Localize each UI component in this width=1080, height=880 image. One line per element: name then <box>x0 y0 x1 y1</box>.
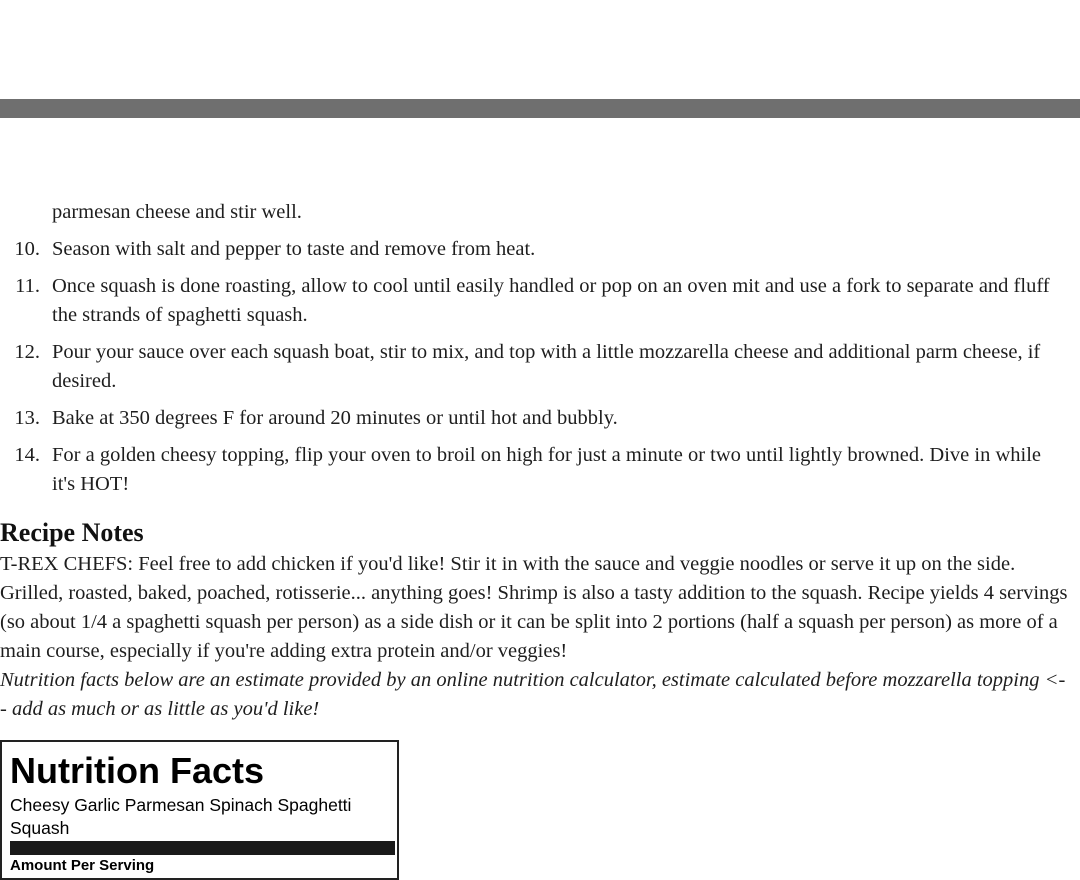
recipe-notes-paragraph: T-REX CHEFS: Feel free to add chicken if you'd like! Stir it in with the sauce and veggie noodles or serve it up on the side. Grilled, roasted, baked, poached, rotisserie... anything goes! Shrimp is also a tasty addition to the squash. Recipe yields 4 servings (so about 1/4 a spaghetti squash per person) as a side dish or it can be split into 2 portions (half a squash per person) as more of a main course, especially if you're adding extra protein and/or veggies! <box>0 553 1068 662</box>
step-14 <box>0 441 1080 499</box>
instructions-list <box>0 198 1080 499</box>
step-number: 14. <box>14 444 40 466</box>
step-12 <box>0 338 1080 396</box>
nutrition-facts-title: Nutrition Facts <box>10 750 265 791</box>
nutrition-disclaimer: Nutrition facts below are an estimate provided by an online nutrition calculator, estimate calculated before mozzarella topping <-- add as much or as little as you'd like! <box>0 669 1066 720</box>
nutrition-facts-panel <box>0 740 399 880</box>
step-text: For a golden cheesy topping, flip your oven to broil on high for just a minute or two until lightly browned. Dive in while it's HOT! <box>52 444 1041 495</box>
nutrition-recipe-name: Cheesy Garlic Parmesan Spinach Spaghetti Squash <box>10 795 352 838</box>
header-bar <box>0 99 1080 118</box>
step-number: 13. <box>14 407 40 429</box>
step-13 <box>0 404 1080 433</box>
recipe-notes-body <box>0 550 1070 724</box>
step-number: 10. <box>14 238 40 260</box>
step-10 <box>0 235 1080 264</box>
step-text: Pour your sauce over each squash boat, stir to mix, and top with a little mozzarella cheese and additional parm cheese, if desired. <box>52 341 1041 392</box>
nutrition-divider <box>10 841 395 855</box>
step-number: 11. <box>15 275 40 297</box>
step-continuation: parmesan cheese and stir well. <box>52 201 302 223</box>
recipe-notes-heading: Recipe Notes <box>0 518 144 547</box>
amount-per-serving-label: Amount Per Serving <box>10 857 155 874</box>
step-11 <box>0 272 1080 330</box>
step-number: 12. <box>14 341 40 363</box>
step-text: Season with salt and pepper to taste and remove from heat. <box>52 238 536 260</box>
step-text: Bake at 350 degrees F for around 20 minutes or until hot and bubbly. <box>52 407 618 429</box>
step-text: Once squash is done roasting, allow to cool until easily handled or pop on an oven mit and use a fork to separate and fluff the strands of spaghetti squash. <box>52 275 1050 326</box>
